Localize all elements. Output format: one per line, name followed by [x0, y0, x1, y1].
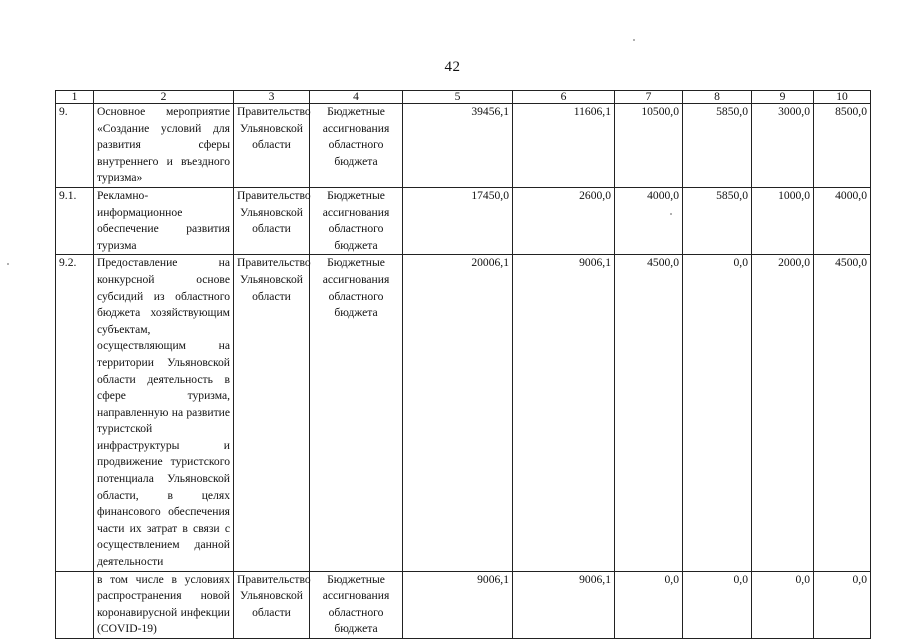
table-row: [56, 571, 871, 638]
value-col-9: 1000,0: [752, 187, 814, 254]
value-col-6: 9006,1: [513, 571, 615, 638]
activity-name: Предоставление на конкурсной основе субсидий из областного бюджета хозяйствующим субъектам, осуществляющим на территории Ульяновской области деятельность в сфере туризма, направленную на развитие туристской инфраструктуры и продвижение туристского потенциала Ульяновской области, в целях финансового обеспечения части их затрат в связи с осуществлением данной деятельности: [94, 255, 234, 571]
scan-speck: [670, 213, 672, 215]
value-col-10: 4000,0: [814, 187, 871, 254]
executor: Правительство Ульяновской области: [234, 571, 310, 638]
col-header-3: 3: [234, 91, 310, 104]
value-col-8: 5850,0: [683, 187, 752, 254]
activity-name: Рекламно-информационное обеспечение развития туризма: [94, 187, 234, 254]
value-col-5: 39456,1: [403, 104, 513, 188]
col-header-1: 1: [56, 91, 94, 104]
funding-source: Бюджетные ассигнования областного бюджета: [310, 104, 403, 188]
value-col-9: 3000,0: [752, 104, 814, 188]
col-header-4: 4: [310, 91, 403, 104]
value-col-7: 10500,0: [615, 104, 683, 188]
col-header-6: 6: [513, 91, 615, 104]
budget-table: [55, 90, 871, 639]
row-number: 9.1.: [56, 187, 94, 254]
value-col-7: 4500,0: [615, 255, 683, 571]
value-col-5: 9006,1: [403, 571, 513, 638]
value-col-9: 2000,0: [752, 255, 814, 571]
value-col-6: 2600,0: [513, 187, 615, 254]
col-header-5: 5: [403, 91, 513, 104]
table-row: [56, 187, 871, 254]
value-col-10: 0,0: [814, 571, 871, 638]
value-col-7: 0,0: [615, 571, 683, 638]
value-col-9: 0,0: [752, 571, 814, 638]
table-row: [56, 255, 871, 571]
value-col-6: 9006,1: [513, 255, 615, 571]
funding-source: Бюджетные ассигнования областного бюджета: [310, 571, 403, 638]
page-number: 42: [444, 59, 461, 75]
value-col-5: 17450,0: [403, 187, 513, 254]
executor: Правительство Ульяновской области: [234, 187, 310, 254]
value-col-10: 8500,0: [814, 104, 871, 188]
executor: Правительство Ульяновской области: [234, 104, 310, 188]
activity-name: в том числе в условиях распространения новой коронавирусной инфекции (COVID-19): [94, 571, 234, 638]
table-row: [56, 104, 871, 188]
row-number: 9.2.: [56, 255, 94, 571]
value-col-7: 4000,0: [615, 187, 683, 254]
row-number: 9.: [56, 104, 94, 188]
col-header-2: 2: [94, 91, 234, 104]
row-number: [56, 571, 94, 638]
value-col-8: 0,0: [683, 255, 752, 571]
value-col-5: 20006,1: [403, 255, 513, 571]
scan-speck: [633, 39, 635, 41]
col-header-7: 7: [615, 91, 683, 104]
value-col-6: 11606,1: [513, 104, 615, 188]
col-header-10: 10: [814, 91, 871, 104]
col-header-9: 9: [752, 91, 814, 104]
value-col-8: 5850,0: [683, 104, 752, 188]
value-col-10: 4500,0: [814, 255, 871, 571]
executor: Правительство Ульяновской области: [234, 255, 310, 571]
col-header-8: 8: [683, 91, 752, 104]
funding-source: Бюджетные ассигнования областного бюджета: [310, 187, 403, 254]
activity-name: Основное мероприятие «Создание условий для развития сферы внутреннего и въездного туризма»: [94, 104, 234, 188]
value-col-8: 0,0: [683, 571, 752, 638]
scan-speck: [7, 263, 9, 265]
funding-source: Бюджетные ассигнования областного бюджета: [310, 255, 403, 571]
header-row: [56, 91, 871, 104]
